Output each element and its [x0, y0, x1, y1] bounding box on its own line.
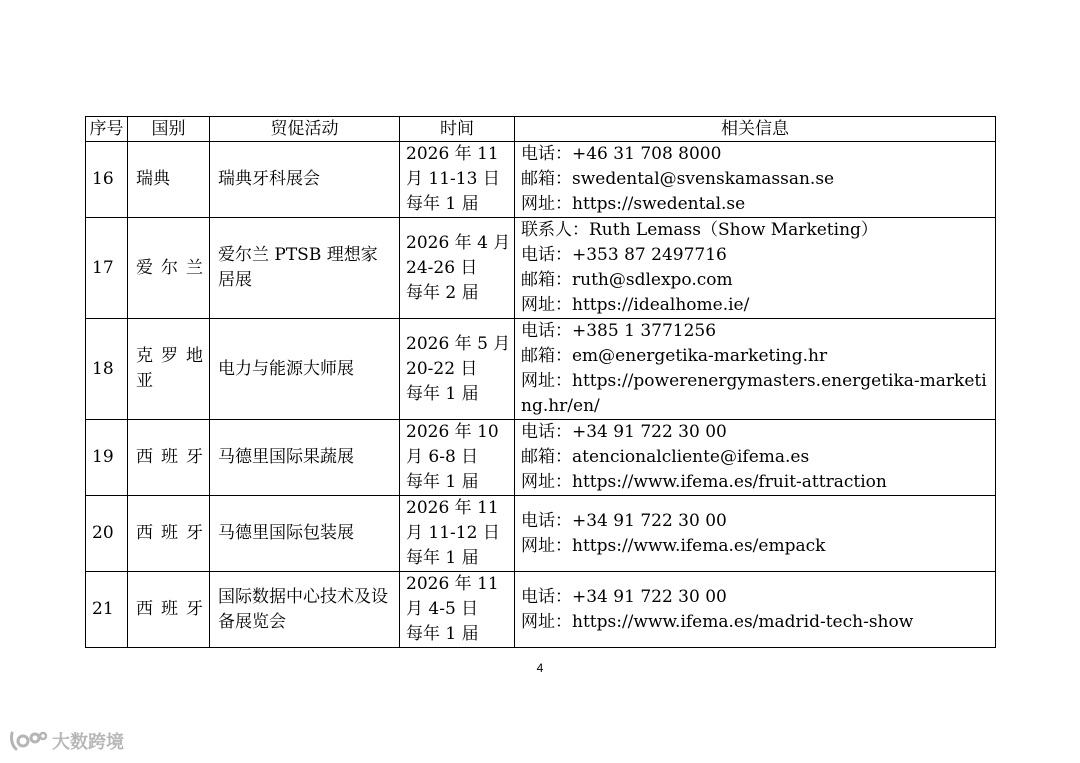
page-number: 4 — [536, 661, 544, 675]
watermark-text: 大数跨境 — [52, 732, 124, 753]
row-country: 克罗地亚 — [128, 319, 210, 420]
row-info — [515, 496, 996, 572]
row-number: 18 — [86, 319, 128, 420]
time-line: 2026 年 11 — [406, 574, 499, 594]
info-phone: 电话：+46 31 708 8000 — [521, 144, 722, 164]
time-line: 月 11-13 日 — [406, 169, 500, 189]
row-country: 西班牙 — [128, 496, 210, 572]
info-phone: 电话：+34 91 722 30 00 — [521, 422, 727, 442]
row-time — [400, 420, 515, 496]
time-line: 2026 年 11 — [406, 498, 499, 518]
row-time — [400, 319, 515, 420]
time-line: 月 4-5 日 — [406, 599, 479, 619]
table-row — [86, 572, 996, 648]
info-email: 邮箱：atencionalcliente@ifema.es — [521, 447, 810, 467]
info-website: 网址：https://idealhome.ie/ — [521, 295, 750, 315]
row-info — [515, 420, 996, 496]
row-info — [515, 142, 996, 218]
time-line: 每年 1 届 — [406, 624, 479, 644]
row-time — [400, 142, 515, 218]
table-row — [86, 496, 996, 572]
time-line: 每年 1 届 — [406, 472, 479, 492]
table-row — [86, 319, 996, 420]
row-time — [400, 218, 515, 319]
header-country: 国别 — [128, 117, 210, 142]
table-row — [86, 420, 996, 496]
exhibition-table — [85, 116, 996, 648]
time-line: 月 6-8 日 — [406, 447, 479, 467]
info-phone: 电话：+34 91 722 30 00 — [521, 510, 727, 531]
time-line: 24-26 日 — [406, 257, 478, 278]
info-contact: 联系人：Ruth Lemass（Show Marketing） — [521, 220, 878, 240]
header-event: 贸促活动 — [210, 117, 400, 142]
info-website: 网址：https://swedental.se — [521, 194, 746, 214]
row-country: 西班牙 — [128, 420, 210, 496]
header-no: 序号 — [86, 117, 128, 142]
row-country: 西班牙 — [128, 572, 210, 648]
info-email: 邮箱：em@energetika-marketing.hr — [521, 346, 828, 366]
info-website: 网址：https://www.ifema.es/fruit-attraction — [521, 472, 887, 492]
row-number: 20 — [86, 496, 128, 572]
row-number: 17 — [86, 218, 128, 319]
row-event: 瑞典牙科展会 — [210, 142, 400, 218]
info-website: 网址：https://powerenergymasters.energetika-marketing.hr/en/ — [521, 371, 987, 416]
time-line: 每年 1 届 — [406, 194, 479, 214]
row-time — [400, 496, 515, 572]
info-email: 邮箱：ruth@sdlexpo.com — [521, 270, 733, 290]
row-info — [515, 319, 996, 420]
time-line: 每年 1 届 — [406, 383, 479, 404]
row-number: 16 — [86, 142, 128, 218]
row-number: 21 — [86, 572, 128, 648]
row-country: 瑞典 — [128, 142, 210, 218]
time-line: 月 11-12 日 — [406, 523, 500, 543]
row-event: 电力与能源大师展 — [210, 319, 400, 420]
info-website: 网址：https://www.ifema.es/empack — [521, 535, 826, 556]
header-info: 相关信息 — [515, 117, 996, 142]
row-number: 19 — [86, 420, 128, 496]
row-event: 爱尔兰 PTSB 理想家居展 — [210, 218, 400, 319]
watermark — [8, 728, 124, 754]
info-email: 邮箱：swedental@svenskamassan.se — [521, 169, 835, 189]
info-phone: 电话：+34 91 722 30 00 — [521, 586, 727, 607]
row-country: 爱尔兰 — [128, 218, 210, 319]
info-phone: 电话：+385 1 3771256 — [521, 321, 717, 341]
time-line: 每年 2 届 — [406, 282, 479, 303]
header-time: 时间 — [400, 117, 515, 142]
row-info — [515, 572, 996, 648]
time-line: 2026 年 10 — [406, 422, 499, 442]
table-row — [86, 218, 996, 319]
brand-logo-icon — [8, 729, 48, 753]
row-event: 国际数据中心技术及设备展览会 — [210, 572, 400, 648]
time-line: 2026 年 5 月 — [406, 333, 511, 354]
row-event: 马德里国际包装展 — [210, 496, 400, 572]
time-line: 20-22 日 — [406, 358, 478, 379]
time-line: 2026 年 11 — [406, 144, 499, 164]
info-phone: 电话：+353 87 2497716 — [521, 245, 727, 265]
table-header-row — [86, 117, 996, 142]
table-row — [86, 142, 996, 218]
time-line: 每年 1 届 — [406, 548, 479, 568]
row-info — [515, 218, 996, 319]
row-event: 马德里国际果蔬展 — [210, 420, 400, 496]
time-line: 2026 年 4 月 — [406, 232, 511, 253]
row-time — [400, 572, 515, 648]
info-website: 网址：https://www.ifema.es/madrid-tech-show — [521, 611, 914, 632]
